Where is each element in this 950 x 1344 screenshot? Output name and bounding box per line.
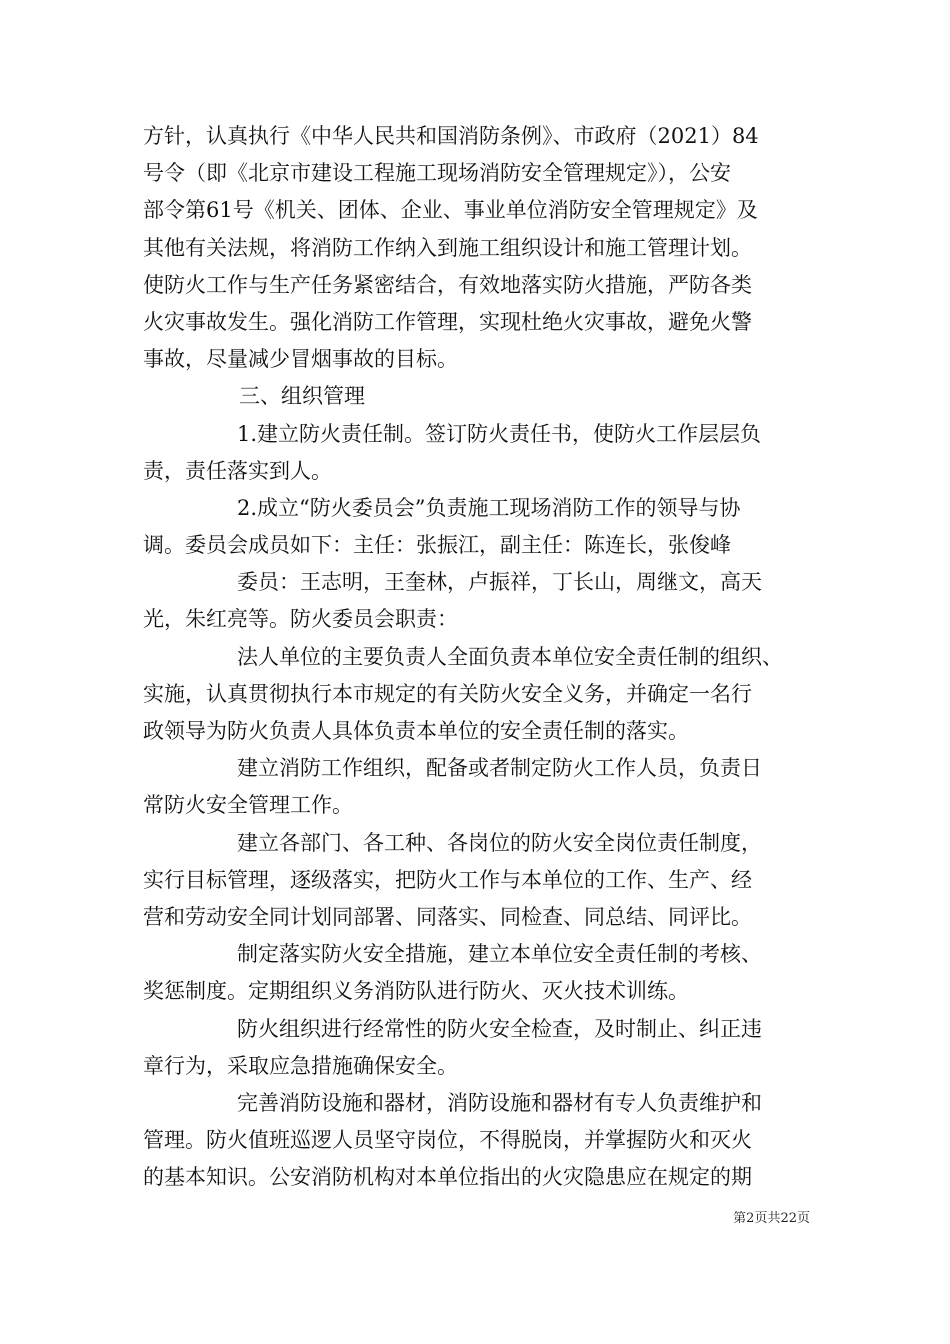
text-line: 1.建立防火责任制。签订防火责任书，使防火工作层层负 [237,421,762,446]
text-line: 的基本知识。公安消防机构对本单位指出的火灾隐患应在规定的期 [143,1165,752,1190]
text-line: 委员：王志明，王奎林，卢振祥，丁长山，周继文，高天 [237,570,762,595]
text-line: 号令（即《北京市建设工程施工现场消防安全管理规定》），公安 [143,161,731,186]
text-line: 2.成立“防火委员会”负责施工现场消防工作的领导与协 [237,495,741,520]
text-line: 政领导为防火负责人具体负责本单位的安全责任制的落实。 [143,719,689,743]
page-number-footer: 第2页共22页 [733,1211,810,1226]
text-line: 管理。防火值班巡逻人员坚守岗位，不得脱岗，并掌握防火和灭火 [143,1128,752,1153]
text-line: 奖惩制度。定期组织义务消防队进行防火、灭火技术训练。 [143,979,689,1004]
text-line: 实行目标管理，逐级落实，把防火工作与本单位的工作、生产、经 [143,867,752,892]
text-line: 调。委员会成员如下：主任：张振江，副主任：陈连长，张俊峰 [143,533,731,558]
document-body [143,118,811,1196]
text-line: 事故，尽量减少冒烟事故的目标。 [143,347,458,372]
text-line: 使防火工作与生产任务紧密结合，有效地落实防火措施，严防各类 [143,272,752,297]
text-line: 制定落实防火安全措施，建立本单位安全责任制的考核、 [237,942,762,967]
text-line: 章行为，采取应急措施确保安全。 [143,1053,458,1078]
text-line: 责，责任落实到人。 [143,458,332,483]
text-line: 火灾事故发生。强化消防工作管理，实现杜绝火灾事故，避免火警 [143,309,752,334]
section-heading: 三、组织管理 [239,384,365,409]
text-line: 防火组织进行经常性的防火安全检查，及时制止、纠正违 [237,1016,762,1041]
text-line: 其他有关法规，将消防工作纳入到施工组织设计和施工管理计划。 [143,235,752,260]
text-line: 营和劳动安全同计划同部署、同落实、同检查、同总结、同评比。 [143,904,752,929]
text-line: 常防火安全管理工作。 [143,793,353,818]
text-line: 法人单位的主要负责人全面负责本单位安全责任制的组织、 [237,644,783,669]
text-line: 完善消防设施和器材，消防设施和器材有专人负责维护和 [237,1090,762,1115]
text-line: 方针，认真执行《中华人民共和国消防条例》、市政府（2021）84 [143,124,759,148]
text-line: 建立各部门、各工种、各岗位的防火安全岗位责任制度， [237,830,762,855]
text-line: 建立消防工作组织，配备或者制定防火工作人员，负责日 [237,756,762,781]
text-line: 实施，认真贯彻执行本市规定的有关防火安全义务，并确定一名行 [143,681,752,706]
text-line: 部令第61号《机关、团体、企业、事业单位消防安全管理规定》及 [143,198,758,223]
text-line: 光，朱红亮等。防火委员会职责： [143,607,458,632]
